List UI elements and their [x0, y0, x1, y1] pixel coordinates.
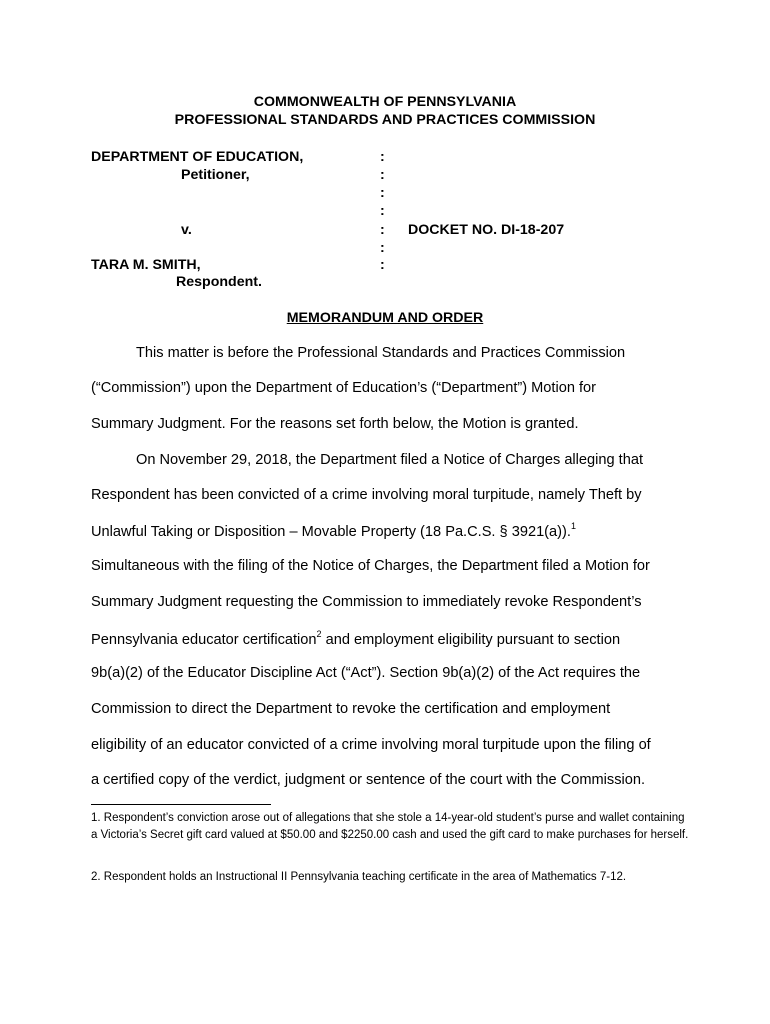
- body-line: Summary Judgment. For the reasons set forth below, the Motion is granted.: [91, 416, 579, 432]
- body-line: Respondent has been convicted of a crime involving moral turpitude, namely Theft by: [91, 487, 642, 503]
- docket-number: DOCKET NO. DI-18-207: [408, 222, 565, 238]
- body-line-with-footnote-1: [91, 522, 576, 540]
- body-line-tail: and employment eligibility pursuant to section: [321, 631, 621, 648]
- caption-separator: :: [380, 149, 385, 165]
- versus-label: v.: [181, 222, 192, 238]
- caption-separator: :: [380, 257, 385, 273]
- footnote-1: 1. Respondent’s conviction arose out of allegations that she stole a 14-year-old student’s purse and wallet containing a Victoria’s Secret gift card valued at $50.00 and $2250.00 cash and used the gift card to make purchases for herself.: [91, 812, 689, 841]
- body-line: Summary Judgment requesting the Commission to immediately revoke Respondent’s: [91, 594, 642, 610]
- footnote-divider: [91, 804, 271, 805]
- caption-separator: :: [380, 203, 385, 219]
- body-line: Pennsylvania educator certification: [91, 631, 317, 648]
- body-line: 9b(a)(2) of the Educator Discipline Act (“Act”). Section 9b(a)(2) of the Act requires the: [91, 665, 641, 681]
- body-line-with-footnote-2: [91, 630, 620, 648]
- body-line: (“Commission”) upon the Department of Education’s (“Department”) Motion for: [91, 380, 597, 396]
- body-line: Unlawful Taking or Disposition – Movable Property (18 Pa.C.S. § 3921(a)).: [91, 523, 571, 540]
- footnote-ref-2: 2: [316, 629, 322, 639]
- document-title: MEMORANDUM AND ORDER: [286, 310, 484, 326]
- petitioner-role: Petitioner,: [181, 167, 250, 183]
- body-line: This matter is before the Professional Standards and Practices Commission: [136, 345, 626, 361]
- body-line: On November 29, 2018, the Department filed a Notice of Charges alleging that: [136, 452, 644, 468]
- body-line: a certified copy of the verdict, judgment or sentence of the court with the Commission.: [91, 772, 646, 788]
- footnote-ref-1: 1: [570, 521, 576, 531]
- caption-separator: :: [380, 240, 385, 256]
- petitioner-name: DEPARTMENT OF EDUCATION,: [91, 149, 304, 165]
- body-line: Commission to direct the Department to revoke the certification and employment: [91, 701, 611, 717]
- respondent-role: Respondent.: [176, 274, 262, 290]
- body-line: Simultaneous with the filing of the Notice of Charges, the Department filed a Motion for: [91, 558, 650, 574]
- respondent-name: TARA M. SMITH,: [91, 257, 201, 273]
- caption-separator: :: [380, 222, 385, 238]
- body-line: eligibility of an educator convicted of a crime involving moral turpitude upon the filing of: [91, 737, 651, 753]
- caption-separator: :: [380, 185, 385, 201]
- caption-separator: :: [380, 167, 385, 183]
- footnote-2: 2. Respondent holds an Instructional II Pennsylvania teaching certificate in the area of Mathematics 7-12.: [91, 871, 627, 883]
- heading-commission: PROFESSIONAL STANDARDS AND PRACTICES COMMISSION: [174, 112, 596, 128]
- heading-commonwealth: COMMONWEALTH OF PENNSYLVANIA: [253, 94, 517, 110]
